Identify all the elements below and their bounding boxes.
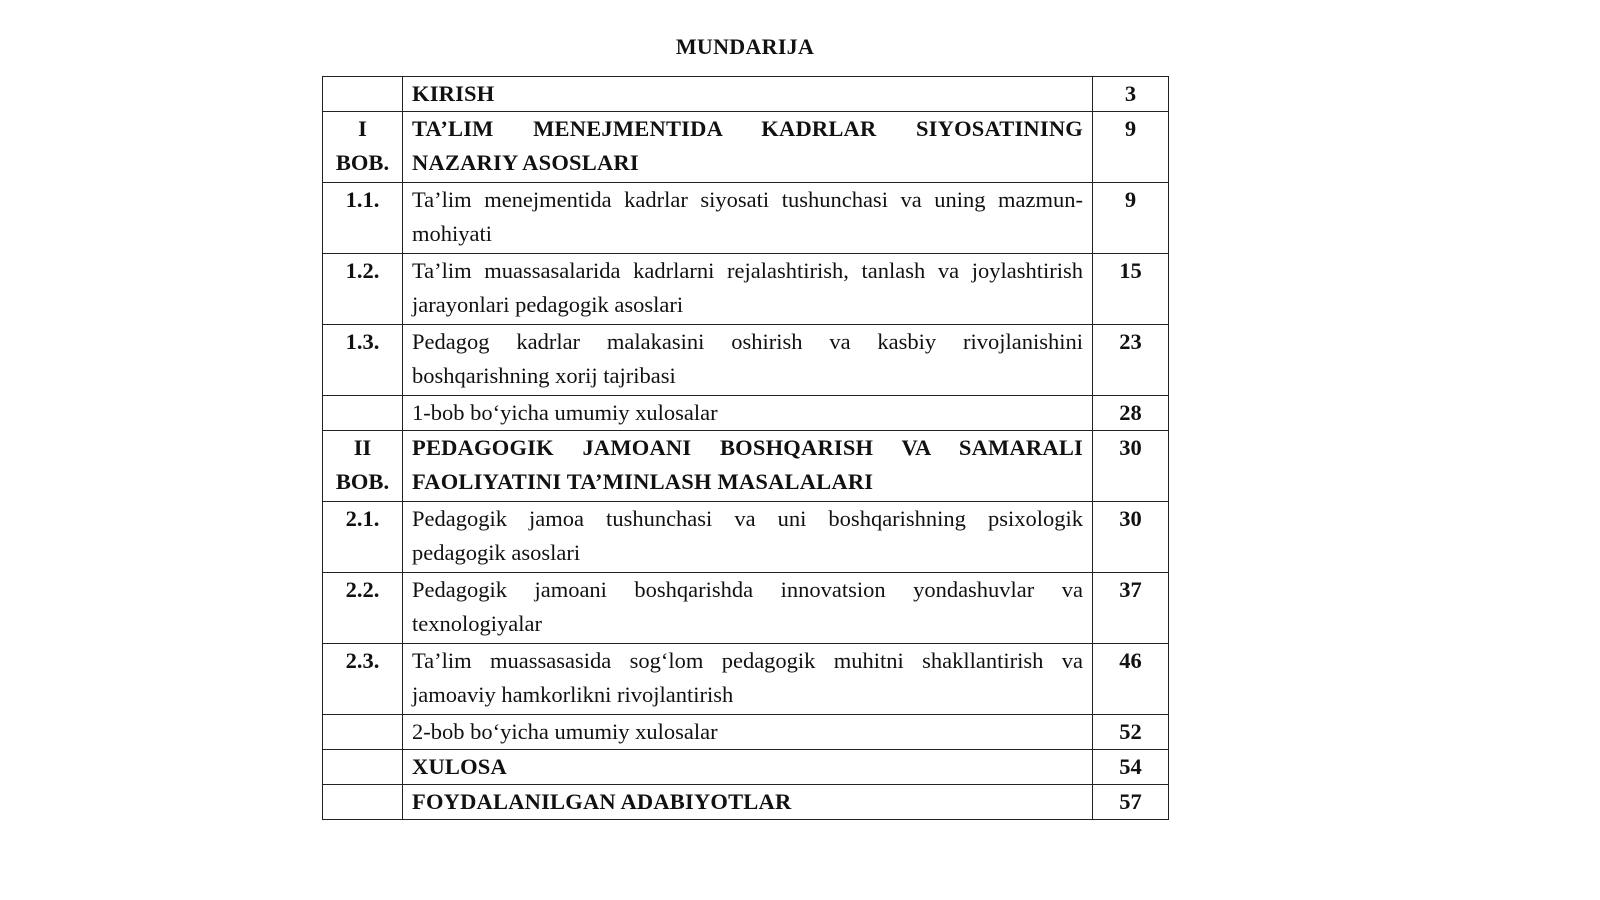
toc-section-title: FOYDALANILGAN ADABIYOTLAR	[403, 785, 1093, 820]
toc-row-references	[323, 785, 1169, 820]
toc-section-title: Pedagog kadrlar malakasini oshirish va kasbiy rivojlanishini boshqarishning xorij tajribasi	[403, 325, 1093, 396]
toc-section-number: 2.3.	[323, 644, 403, 715]
toc-row-2-2	[323, 573, 1169, 644]
toc-section-number	[323, 785, 403, 820]
chapter-roman-numeral: I	[358, 116, 367, 141]
toc-page-number: 57	[1093, 785, 1169, 820]
toc-row-xulosa	[323, 750, 1169, 785]
toc-page-number: 9	[1093, 112, 1169, 183]
toc-page-number: 30	[1093, 431, 1169, 502]
toc-section-number: 2.1.	[323, 502, 403, 573]
chapter-bob-label: BOB.	[335, 150, 390, 175]
toc-row-chapter-2-summary	[323, 715, 1169, 750]
toc-row-chapter-1-summary	[323, 396, 1169, 431]
toc-row-2-1	[323, 502, 1169, 573]
toc-row-2-3	[323, 644, 1169, 715]
chapter-bob-label: BOB.	[335, 469, 390, 494]
toc-row-chapter-2	[323, 431, 1169, 502]
toc-section-title: TA’LIM MENEJMENTIDA KADRLAR SIYOSATINING NAZARIY ASOSLARI	[403, 112, 1093, 183]
toc-section-number	[323, 715, 403, 750]
toc-page-number: 30	[1093, 502, 1169, 573]
chapter-roman-numeral: II	[353, 435, 372, 460]
toc-page-number: 15	[1093, 254, 1169, 325]
toc-section-number	[323, 396, 403, 431]
toc-row-1-1	[323, 183, 1169, 254]
toc-row-1-3	[323, 325, 1169, 396]
toc-chapter-number	[323, 431, 403, 502]
toc-section-number: 1.2.	[323, 254, 403, 325]
toc-page-number: 52	[1093, 715, 1169, 750]
toc-page-number: 9	[1093, 183, 1169, 254]
toc-section-title: PEDAGOGIK JAMOANI BOSHQARISH VA SAMARALI FAOLIYATINI TA’MINLASH MASALALARI	[403, 431, 1093, 502]
toc-section-title: 2-bob bo‘yicha umumiy xulosalar	[403, 715, 1093, 750]
toc-section-title: Pedagogik jamoani boshqarishda innovatsion yondashuvlar va texnologiyalar	[403, 573, 1093, 644]
toc-section-title: Ta’lim menejmentida kadrlar siyosati tushunchasi va uning mazmun-mohiyati	[403, 183, 1093, 254]
toc-section-number	[323, 750, 403, 785]
toc-row-1-2	[323, 254, 1169, 325]
toc-page-number: 3	[1093, 77, 1169, 112]
toc-chapter-number	[323, 112, 403, 183]
toc-section-title: KIRISH	[403, 77, 1093, 112]
toc-row-kirish	[323, 77, 1169, 112]
toc-page-number: 23	[1093, 325, 1169, 396]
toc-page-number: 54	[1093, 750, 1169, 785]
toc-section-title: Pedagogik jamoa tushunchasi va uni boshqarishning psixologik pedagogik asoslari	[403, 502, 1093, 573]
toc-section-number: 1.1.	[323, 183, 403, 254]
toc-section-number	[323, 77, 403, 112]
toc-page-number: 37	[1093, 573, 1169, 644]
toc-page-number: 46	[1093, 644, 1169, 715]
toc-page-number: 28	[1093, 396, 1169, 431]
toc-section-number: 2.2.	[323, 573, 403, 644]
page-title: MUNDARIJA	[675, 34, 815, 59]
toc-section-title: Ta’lim muassasasida sog‘lom pedagogik muhitni shakllantirish va jamoaviy hamkorlikni rivojlantirish	[403, 644, 1093, 715]
toc-section-title: XULOSA	[403, 750, 1093, 785]
toc-row-chapter-1	[323, 112, 1169, 183]
table-of-contents	[322, 76, 1169, 820]
toc-section-title: 1-bob bo‘yicha umumiy xulosalar	[403, 396, 1093, 431]
toc-section-number: 1.3.	[323, 325, 403, 396]
toc-section-title: Ta’lim muassasalarida kadrlarni rejalashtirish, tanlash va joylashtirish jarayonlari pedagogik asoslari	[403, 254, 1093, 325]
